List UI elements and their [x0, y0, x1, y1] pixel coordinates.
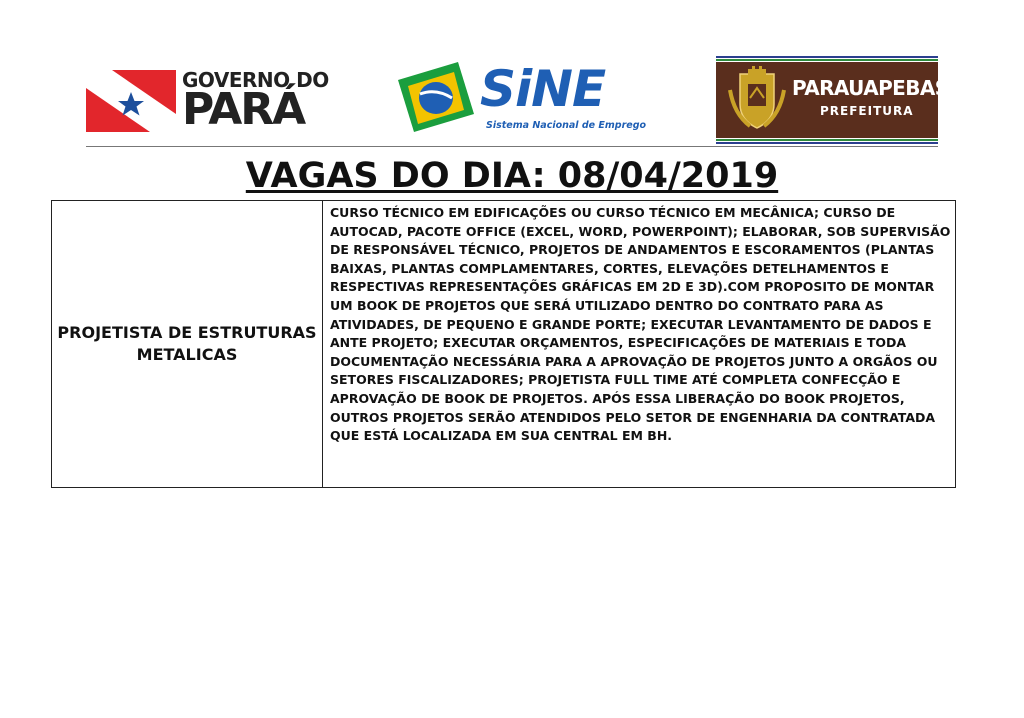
job-description: CURSO TÉCNICO EM EDIFICAÇÕES OU CURSO TÉCNICO EM MECÂNICA; CURSO DE AUTOCAD, PACOTE OFFICE (EXCEL, WORD, POWERPOINT); ELABORAR, SOB SUPERVISÃO DE RESPONSÁVEL TÉCNICO, PROJETOS DE ANDAMENTOS E ESCORAMENTOS (PLANTAS BAIXAS, PLANTAS COMPLAMENTARES, CORTES, ELEVAÇÕES DETELHAMENTOS E RESPECTIVAS REPRESENTAÇÕES GRÁFICAS EM 2D E 3D).COM PROPOSITO DE MONTAR UM BOOK DE PROJETOS QUE SERÁ UTILIZADO DENTRO DO CONTRATO PARA AS ATIVIDADES, DE PEQUENO E GRANDE PORTE; EXECUTAR LEVANTAMENTO DE DADOS E ANTE PROJETO; EXECUTAR ORÇAMENTOS, ESPECIFICAÇÕES DE MATERIAIS E TODA DOCUMENTAÇÃO NECESSÁRIA PARA A APROVAÇÃO DE PROJETOS JUNTO A ORGÃOS OU SETORES FISCALIZADORES; PROJETISTA FULL TIME ATÉ COMPLETA CONFECÇÃO E APROVAÇÃO DE BOOK DE PROJETOS. APÓS ESSA LIBERAÇÃO DO BOOK PROJETOS, OUTROS PROJETOS SERÃO ATENDIDOS PELO SETOR DE ENGENHARIA DA CONTRATADA QUE ESTÁ LOCALIZADA EM SUA CENTRAL EM BH.: [323, 201, 956, 488]
page-title-text: VAGAS DO DIA: 08/04/2019: [245, 156, 779, 196]
governo-line1: GOVERNO DO: [182, 68, 329, 92]
parauapebas-name: PARAUAPEBAS: [792, 76, 949, 100]
para-flag-icon: [86, 70, 176, 132]
parauapebas-logo: [716, 56, 949, 144]
governo-line2: PARÁ: [182, 84, 305, 135]
header-divider: [86, 146, 938, 147]
parauapebas-subtitle: PREFEITURA: [820, 104, 914, 118]
page-title: [0, 154, 1024, 198]
sine-subtitle: Sistema Nacional de Emprego: [486, 120, 647, 131]
sine-logo: [398, 60, 647, 136]
table-row: [52, 201, 956, 488]
sine-name: SiNE: [480, 60, 606, 118]
governo-do-para-logo: [86, 64, 336, 135]
city-crest-icon: [728, 66, 786, 134]
sine-flag-icon: [398, 62, 474, 132]
logo-bar: [86, 56, 949, 146]
jobs-table: [51, 200, 956, 488]
job-position: PROJETISTA DE ESTRUTURAS METALICAS: [52, 201, 323, 488]
